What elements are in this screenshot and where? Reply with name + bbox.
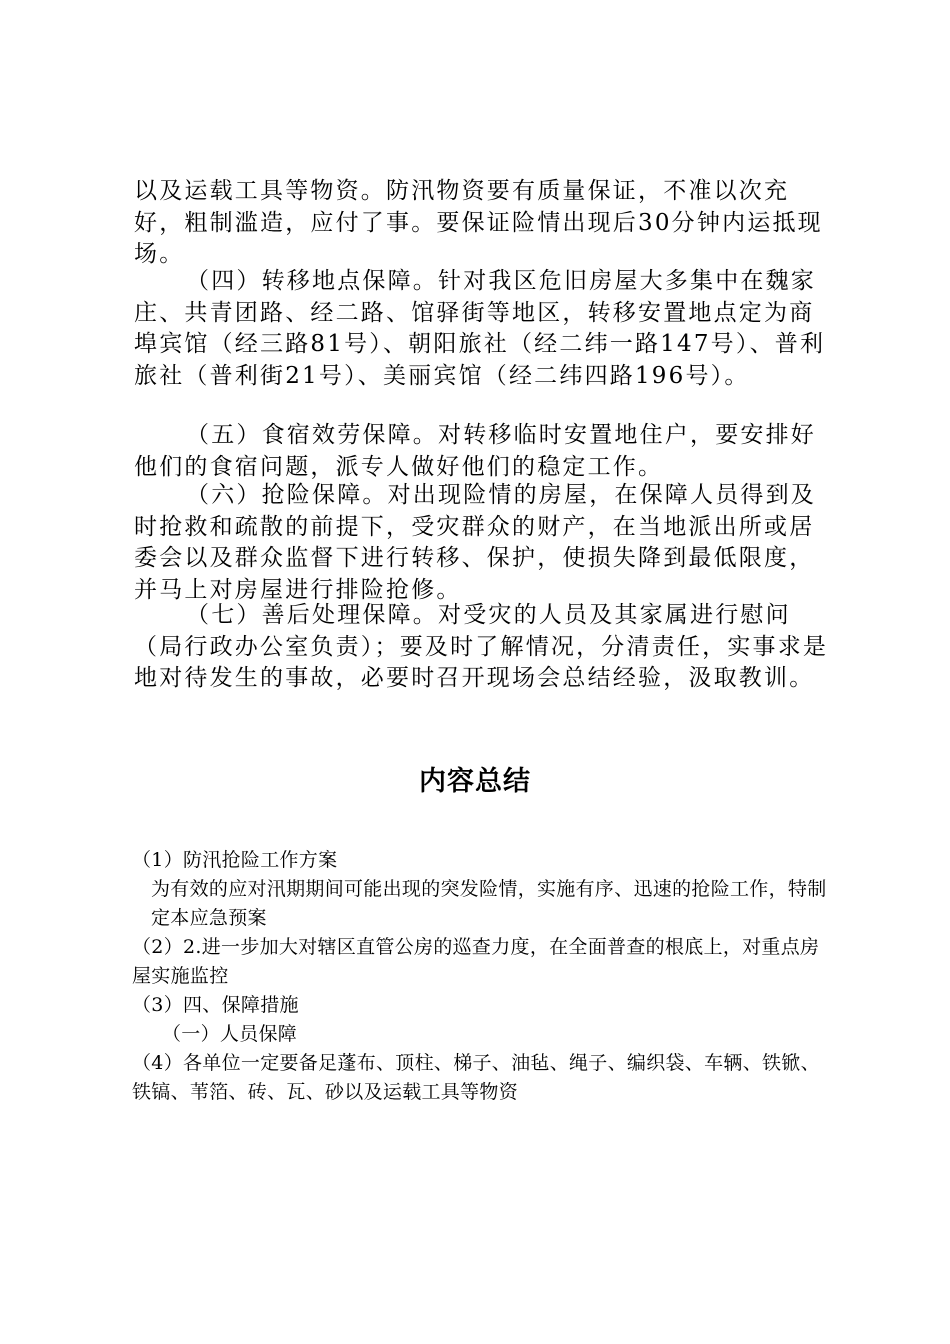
summary-line: 为有效的应对汛期期间可能出现的突发险情，实施有序、迅速的抢险工作，特制定本应急预案 <box>151 878 827 929</box>
summary-line: （3）四、保障措施 <box>132 994 299 1016</box>
summary-section <box>132 846 832 1107</box>
summary-line: （1）防汛抢险工作方案 <box>132 849 338 871</box>
summary-line: （一）人员保障 <box>162 1023 298 1045</box>
paragraph-materials: 以及运载工具等物资。防汛物资要有质量保证，不准以次充好，粗制滥造，应付了事。要保证险情出现后30分钟内运抵现场。 <box>134 178 823 267</box>
paragraph-rescue: （六）抢险保障。对出现险情的房屋，在保障人员得到及时抢救和疏散的前提下，受灾群众的财产，在当地派出所或居委会以及群众监督下进行转移、保护，使损失降到最低限度，并马上对房屋进行排险抢修。 <box>134 482 816 603</box>
paragraph-aftermath: （七）善后处理保障。对受灾的人员及其家属进行慰问（局行政办公室负责）；要及时了解情况，分清责任，实事求是地对待发生的事故，必要时召开现场会总结经验，汲取教训。 <box>134 602 829 691</box>
paragraph-lodging: （五）食宿效劳保障。对转移临时安置地住户，要安排好他们的食宿问题，派专人做好他们的稳定工作。 <box>134 422 816 480</box>
summary-line: （4）各单位一定要备足蓬布、顶柱、梯子、油毡、绳子、编织袋、车辆、铁锨、铁镐、苇箔、砖、瓦、砂以及运载工具等物资 <box>132 1052 820 1103</box>
paragraph-relocation: （四）转移地点保障。针对我区危旧房屋大多集中在魏家庄、共青团路、经二路、馆驿街等地区，转移安置地点定为商埠宾馆（经三路81号）、朝阳旅社（经二纬一路147号）、普利旅社（普利街21号）、美丽宾馆（经二纬四路196号）。 <box>134 268 826 389</box>
summary-title: 内容总结 <box>419 766 531 797</box>
summary-line: （2）2.进一步加大对辖区直管公房的巡查力度，在全面普查的根底上，对重点房屋实施监控 <box>132 936 820 987</box>
